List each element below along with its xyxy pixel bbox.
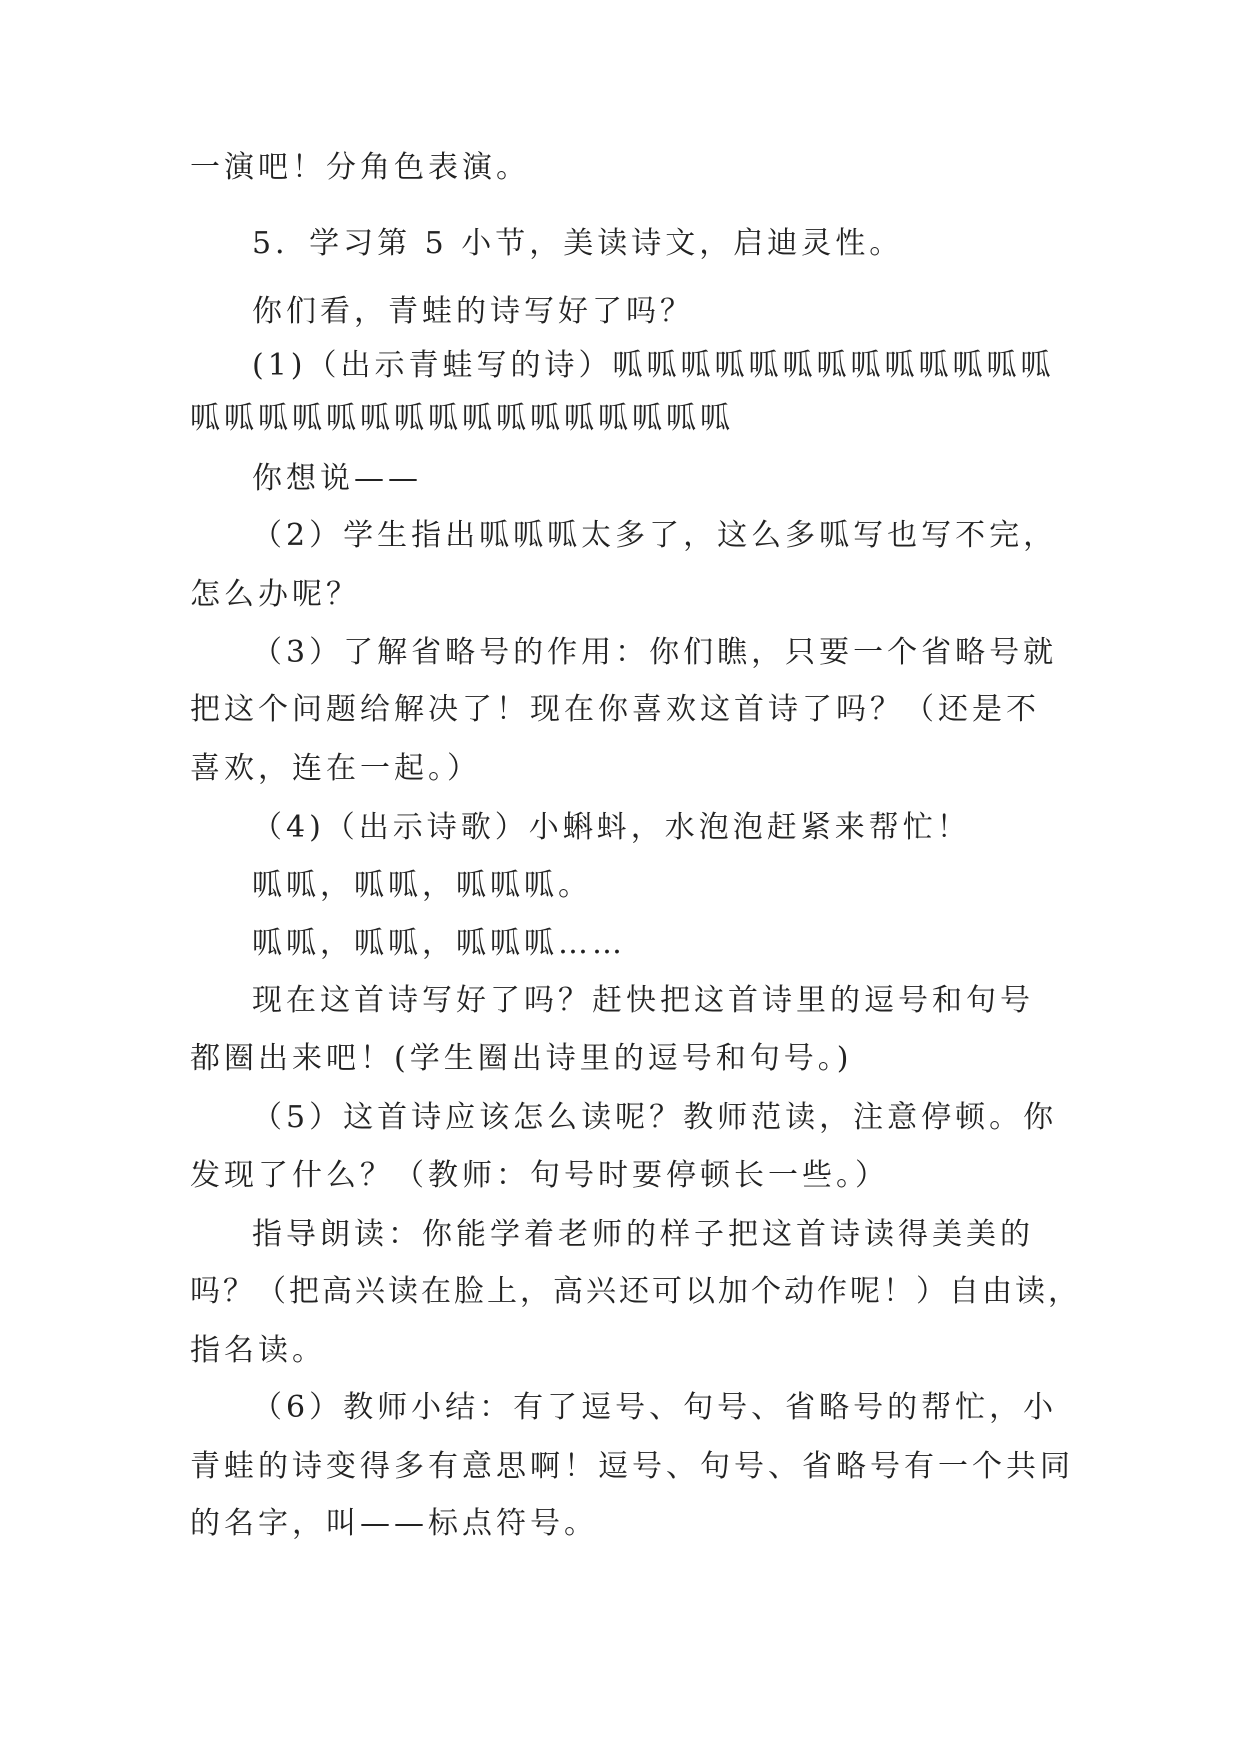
text-line: 吗？（把高兴读在脸上，高兴还可以加个动作呢！）自由读， bbox=[190, 1274, 1081, 1309]
text-line: （4)（出示诗歌）小蝌蚪，水泡泡赶紧来帮忙！ bbox=[252, 810, 971, 845]
text-line: 都圈出来吧！(学生圈出诗里的逗号和句号。) bbox=[190, 1041, 853, 1076]
text-line: 指名读。 bbox=[190, 1333, 326, 1368]
text-line: 呱呱呱呱呱呱呱呱呱呱呱呱呱呱呱呱 bbox=[190, 401, 734, 436]
text-line: 青蛙的诗变得多有意思啊！逗号、句号、省略号有一个共同 bbox=[190, 1449, 1074, 1484]
text-line: 呱呱，呱呱，呱呱呱。 bbox=[252, 868, 592, 903]
text-line: 怎么办呢？ bbox=[190, 577, 360, 612]
text-line: (1)（出示青蛙写的诗）呱呱呱呱呱呱呱呱呱呱呱呱呱 bbox=[252, 348, 1055, 383]
text-line: 指导朗读：你能学着老师的样子把这首诗读得美美的 bbox=[252, 1217, 1034, 1252]
text-line: 发现了什么？（教师：句号时要停顿长一些。） bbox=[190, 1158, 889, 1193]
text-line: （5）这首诗应该怎么读呢？教师范读，注意停顿。你 bbox=[252, 1100, 1058, 1135]
text-line: 呱呱，呱呱，呱呱呱…… bbox=[252, 926, 626, 961]
text-line: 你想说—— bbox=[252, 461, 422, 496]
text-line: 你们看，青蛙的诗写好了吗？ bbox=[252, 294, 694, 329]
text-line: （2）学生指出呱呱呱太多了，这么多呱写也写不完， bbox=[252, 518, 1058, 553]
text-line: 的名字，叫——标点符号。 bbox=[190, 1506, 598, 1541]
text-line: 5．学习第 5 小节，美读诗文，启迪灵性。 bbox=[252, 226, 904, 261]
text-line: 一演吧！分角色表演。 bbox=[190, 150, 530, 185]
text-line: 喜欢，连在一起。） bbox=[190, 751, 481, 786]
text-line: 现在这首诗写好了吗？赶快把这首诗里的逗号和句号 bbox=[252, 983, 1034, 1018]
text-line: （6）教师小结：有了逗号、句号、省略号的帮忙，小 bbox=[252, 1390, 1058, 1425]
text-line: （3）了解省略号的作用：你们瞧，只要一个省略号就 bbox=[252, 635, 1058, 670]
text-line: 把这个问题给解决了！现在你喜欢这首诗了吗？（还是不 bbox=[190, 692, 1040, 727]
